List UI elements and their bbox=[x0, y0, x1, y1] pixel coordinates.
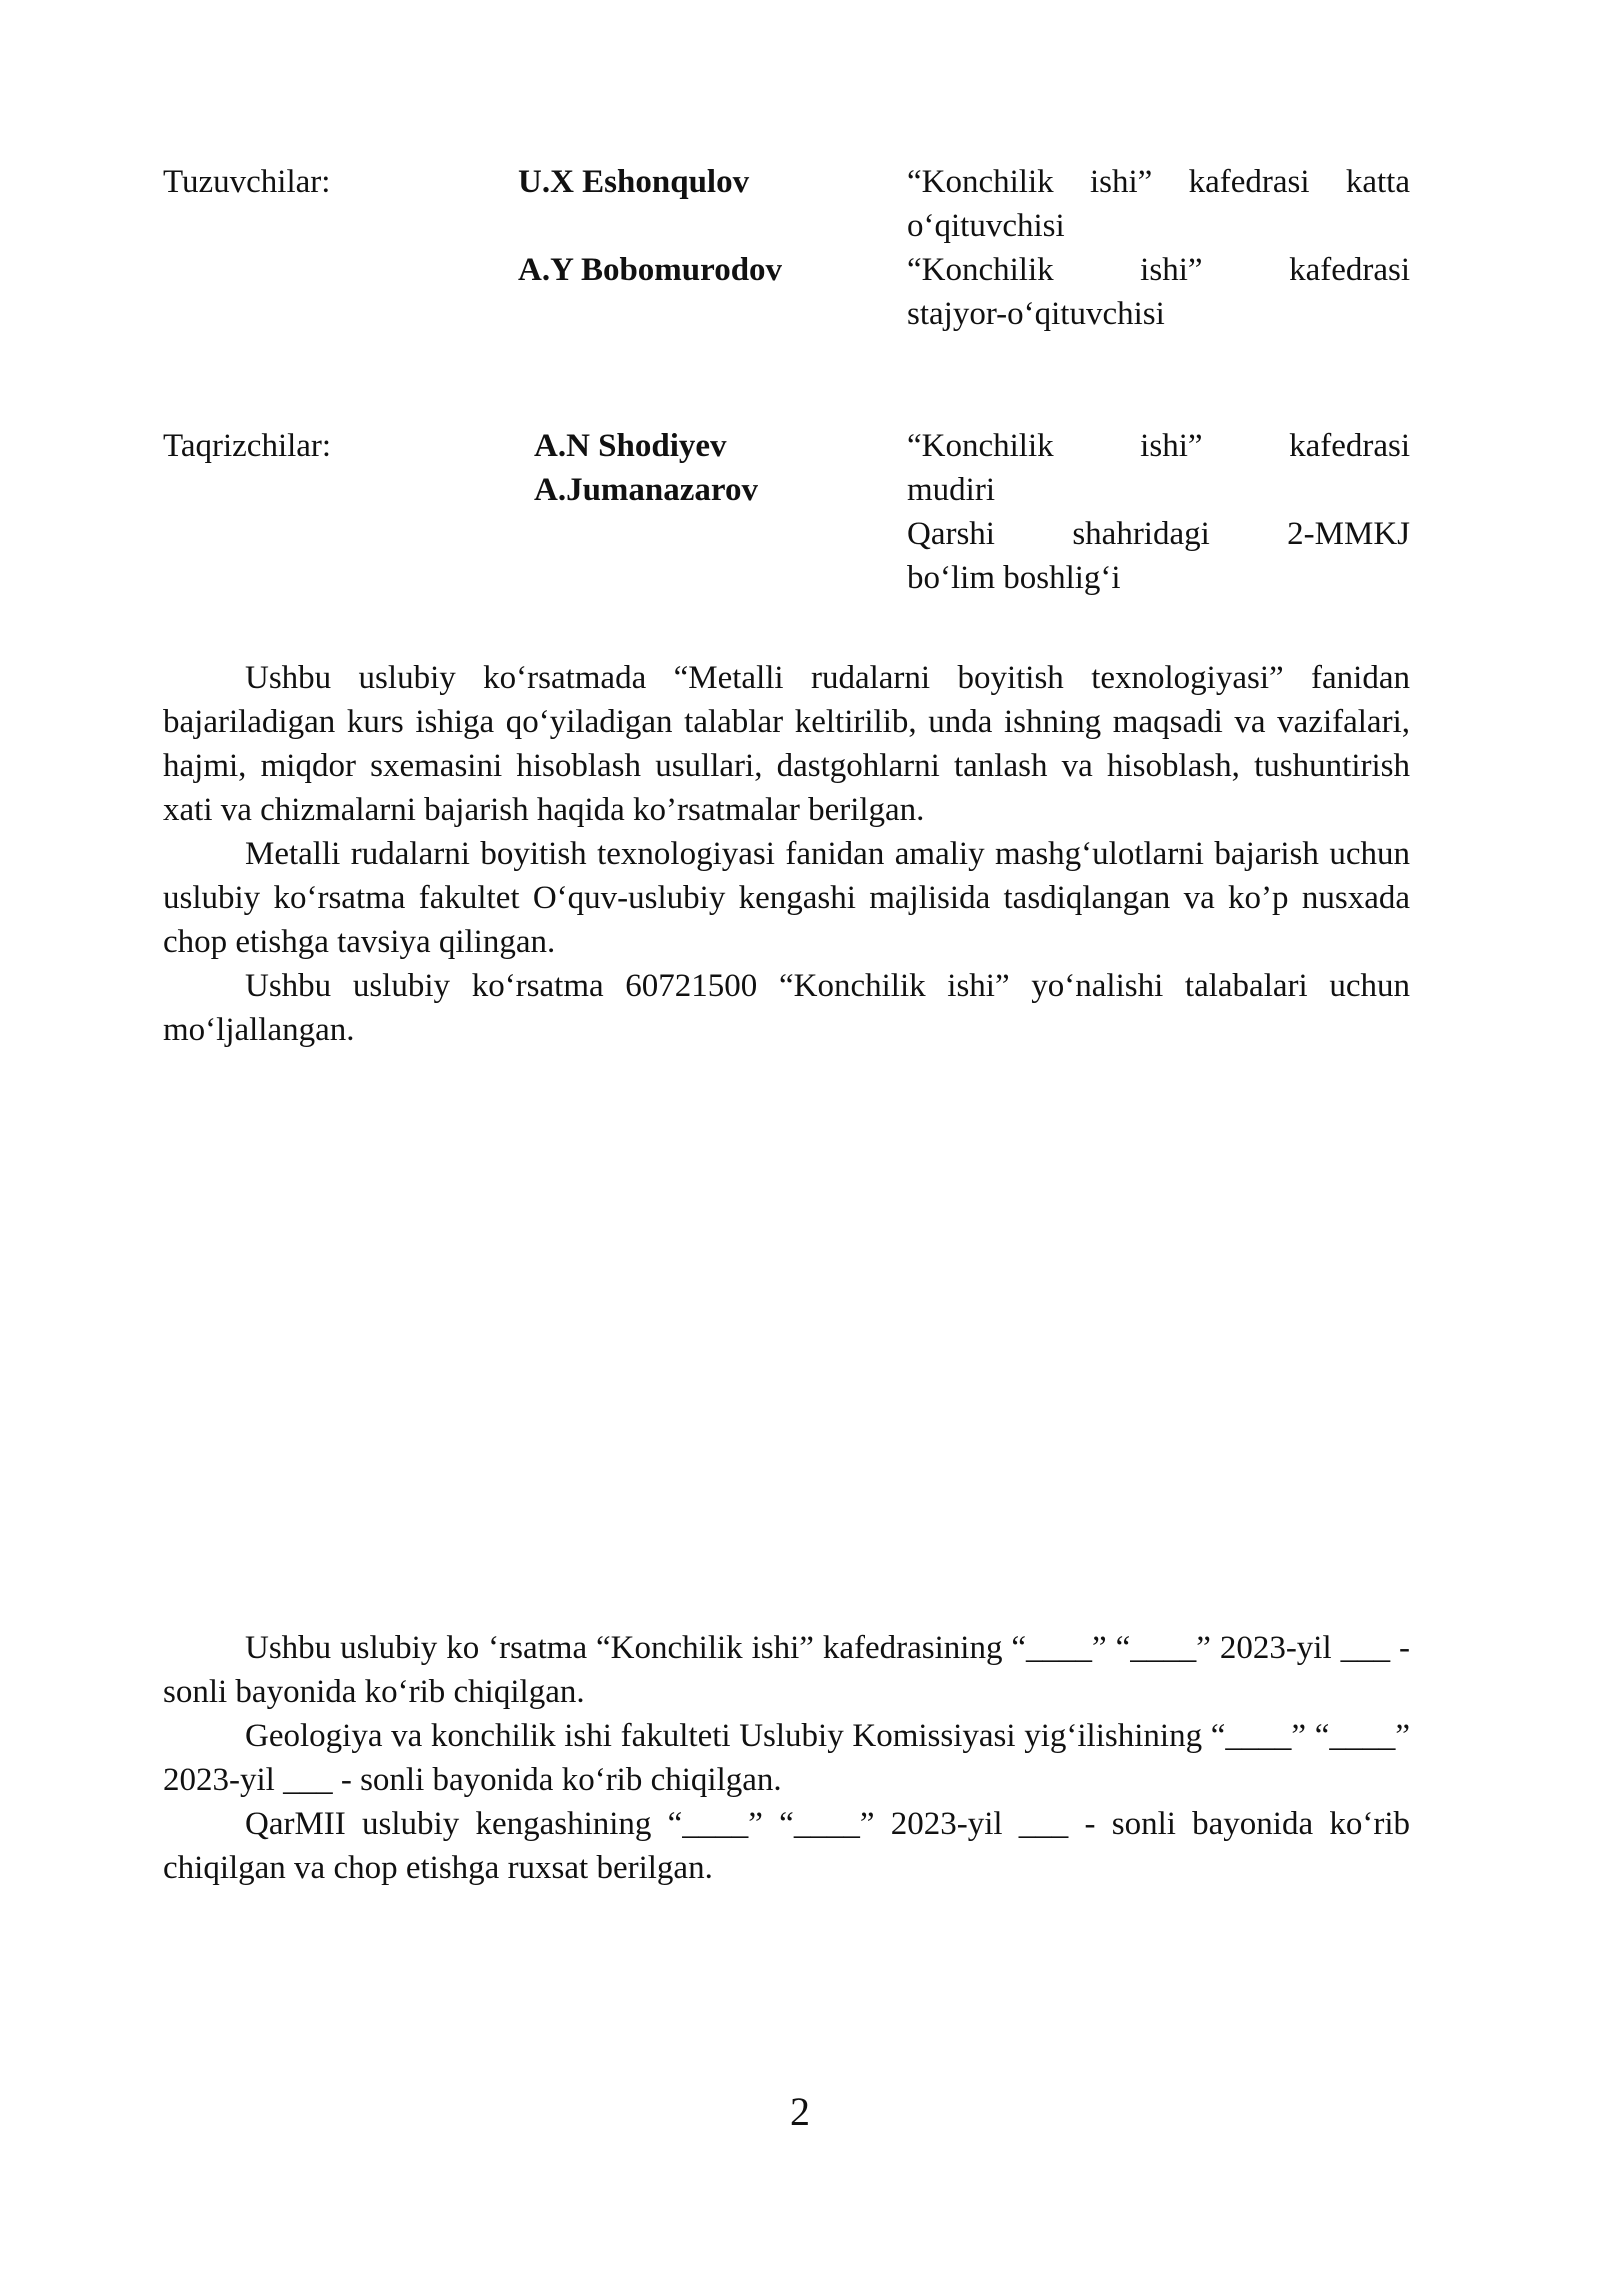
approvals-text bbox=[163, 1626, 1410, 1890]
reviewer-name: A.Jumanazarov bbox=[534, 472, 758, 508]
page-number: 2 bbox=[790, 2089, 810, 2134]
reviewers-label: Taqrizchilar: bbox=[163, 428, 332, 464]
compiler-name: A.Y Bobomurodov bbox=[518, 252, 783, 288]
reviewer-name: A.N Shodiyev bbox=[534, 428, 727, 464]
reviewer-desc-line: “Konchilik ishi” kafedrasi bbox=[907, 428, 1410, 464]
compiler-name: U.X Eshonqulov bbox=[518, 164, 750, 200]
reviewer-desc-line: bo‘lim boshlig‘i bbox=[907, 560, 1121, 596]
paragraph: QarMII uslubiy kengashining “____” “____” 2023-yil ___ - sonli bayonida ko‘rib chiqilgan va chop etishga ruxsat berilgan. bbox=[163, 1806, 1410, 1886]
reviewers-section bbox=[163, 424, 1410, 600]
paragraph: Ushbu uslubiy ko‘rsatmada “Metalli rudalarni boyitish texnologiyasi” fanidan bajariladigan kurs ishiga qo‘yiladigan talablar keltirilib, unda ishning maqsadi va vazifalari, hajmi, miqdor sxemasini hisoblash usullari, dastgohlarni tanlash va hisoblash, tushuntirish xati va chizmalarni bajarish haqida ko’rsatmalar berilgan. bbox=[163, 660, 1410, 828]
reviewer-desc-line: mudiri bbox=[907, 472, 995, 508]
paragraph: Ushbu uslubiy ko‘rsatma 60721500 “Konchilik ishi” yo‘nalishi talabalari uchun mo‘ljallangan. bbox=[163, 968, 1410, 1048]
reviewer-desc-line: Qarshi shahridagi 2-MMKJ bbox=[907, 516, 1410, 552]
compilers-label: Tuzuvchilar: bbox=[163, 164, 331, 200]
compiler-desc-line: o‘qituvchisi bbox=[907, 208, 1065, 244]
compiler-desc-line: stajyor-o‘qituvchisi bbox=[907, 296, 1165, 332]
compiler-desc-line: “Konchilik ishi” kafedrasi bbox=[907, 252, 1410, 288]
document-page bbox=[163, 160, 1410, 1886]
compiler-desc-line: “Konchilik ishi” kafedrasi katta bbox=[907, 164, 1410, 200]
paragraph: Ushbu uslubiy ko ‘rsatma “Konchilik ishi” kafedrasining “____” “____” 2023-yil ___ - sonli bayonida ko‘rib chiqilgan. bbox=[163, 1630, 1410, 1710]
intro-text bbox=[163, 656, 1410, 1052]
compilers-section bbox=[163, 160, 1410, 340]
paragraph: Geologiya va konchilik ishi fakulteti Uslubiy Komissiyasi yig‘ilishining “____” “____” 2023-yil ___ - sonli bayonida ko‘rib chiqilgan. bbox=[163, 1718, 1410, 1798]
paragraph: Metalli rudalarni boyitish texnologiyasi fanidan amaliy mashg‘ulotlarni bajarish uchun uslubiy ko‘rsatma fakultet O‘quv-uslubiy kengashi majlisida tasdiqlangan va ko’p nusxada chop etishga tavsiya qilingan. bbox=[163, 836, 1410, 960]
